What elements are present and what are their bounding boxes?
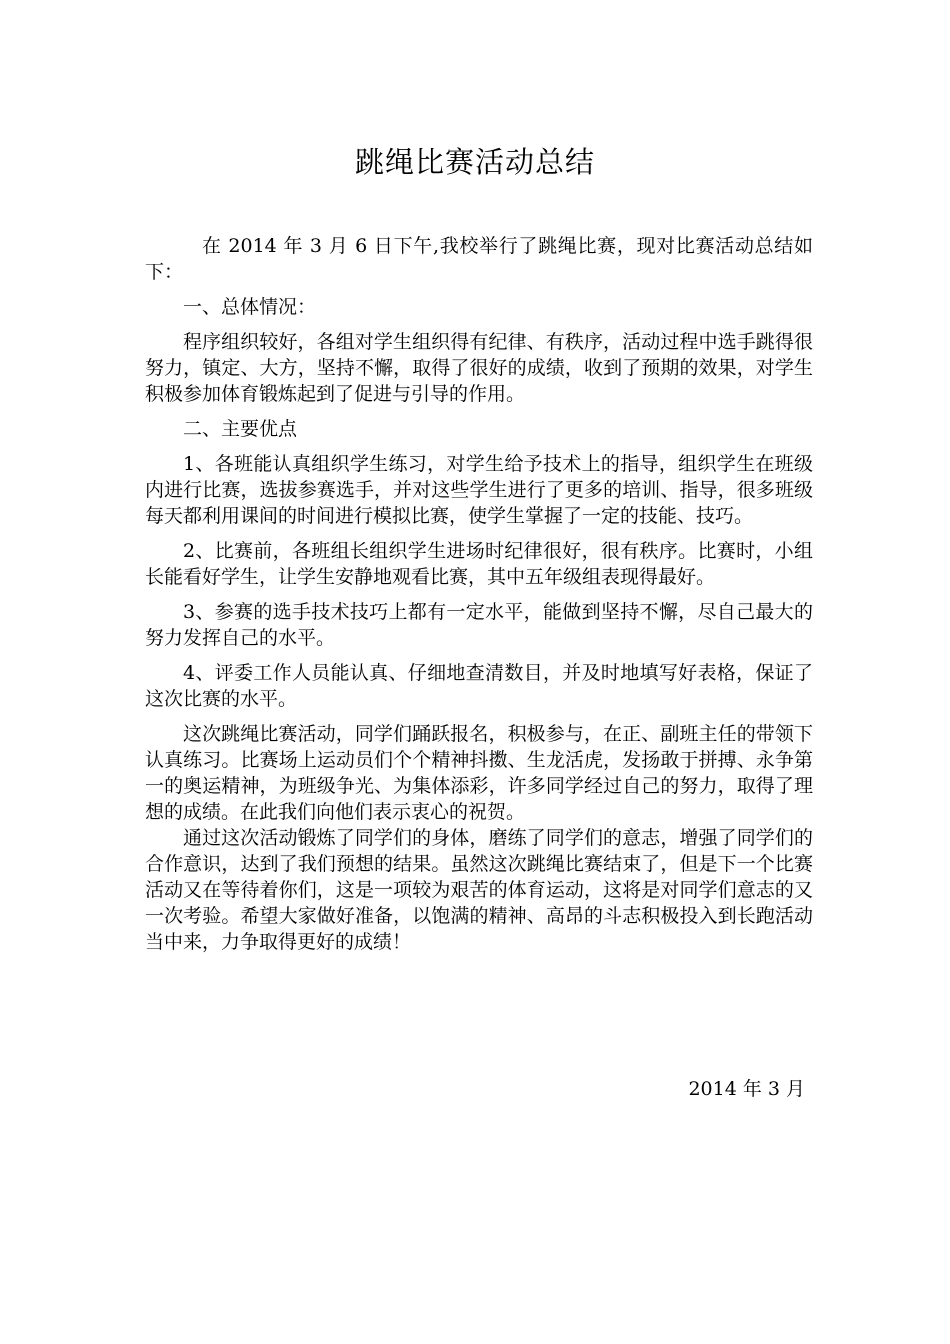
document-body xyxy=(145,233,813,955)
strength-item-3: 3、参赛的选手技术技巧上都有一定水平，能做到坚持不懈，尽自己最大的努力发挥自己的水平。 xyxy=(145,601,813,649)
strength-item-2: 2、比赛前，各班组长组织学生进场时纪律很好，很有秩序。比赛时，小组长能看好学生，让学生安静地观看比赛，其中五年级组表现得最好。 xyxy=(145,540,813,588)
strength-item-4: 4、评委工作人员能认真、仔细地查清数目，并及时地填写好表格，保证了这次比赛的水平。 xyxy=(145,662,813,710)
overall-paragraph: 程序组织较好，各组对学生组织得有纪律、有秩序，活动过程中选手跳得很努力，镇定、大方，坚持不懈，取得了很好的成绩，收到了预期的效果，对学生积极参加体育锻炼起到了促进与引导的作用。 xyxy=(145,331,813,405)
strength-item-1: 1、各班能认真组织学生练习，对学生给予技术上的指导，组织学生在班级内进行比赛，选拔参赛选手，并对这些学生进行了更多的培训、指导，很多班级每天都利用课间的时间进行模拟比赛，使学生掌握了一定的技能、技巧。 xyxy=(145,453,813,527)
intro-paragraph: 在 2014 年 3 月 6 日下午,我校举行了跳绳比赛，现对比赛活动总结如下： xyxy=(145,235,813,283)
closing-paragraph: 通过这次活动锻炼了同学们的身体，磨练了同学们的意志，增强了同学们的合作意识，达到了我们预想的结果。虽然这次跳绳比赛结束了，但是下一个比赛活动又在等待着你们，这是一项较为艰苦的体育运动，这将是对同学们意志的又一次考验。希望大家做好准备，以饱满的精神、高昂的斗志积极投入到长跑活动当中来，力争取得更好的成绩！ xyxy=(145,827,813,953)
document-date: 2014 年 3 月 xyxy=(688,1078,805,1100)
section-heading-overall: 一、总体情况： xyxy=(183,296,317,318)
section-heading-strengths: 二、主要优点 xyxy=(183,418,298,440)
summary-paragraph: 这次跳绳比赛活动，同学们踊跃报名，积极参与，在正、副班主任的带领下认真练习。比赛场上运动员们个个精神抖擞、生龙活虎，发扬敢于拼搏、永争第一的奥运精神，为班级争光、为集体添彩，许多同学经过自己的努力，取得了理想的成绩。在此我们向他们表示衷心的祝贺。 xyxy=(145,723,813,823)
document-title: 跳绳比赛活动总结 xyxy=(354,145,595,179)
